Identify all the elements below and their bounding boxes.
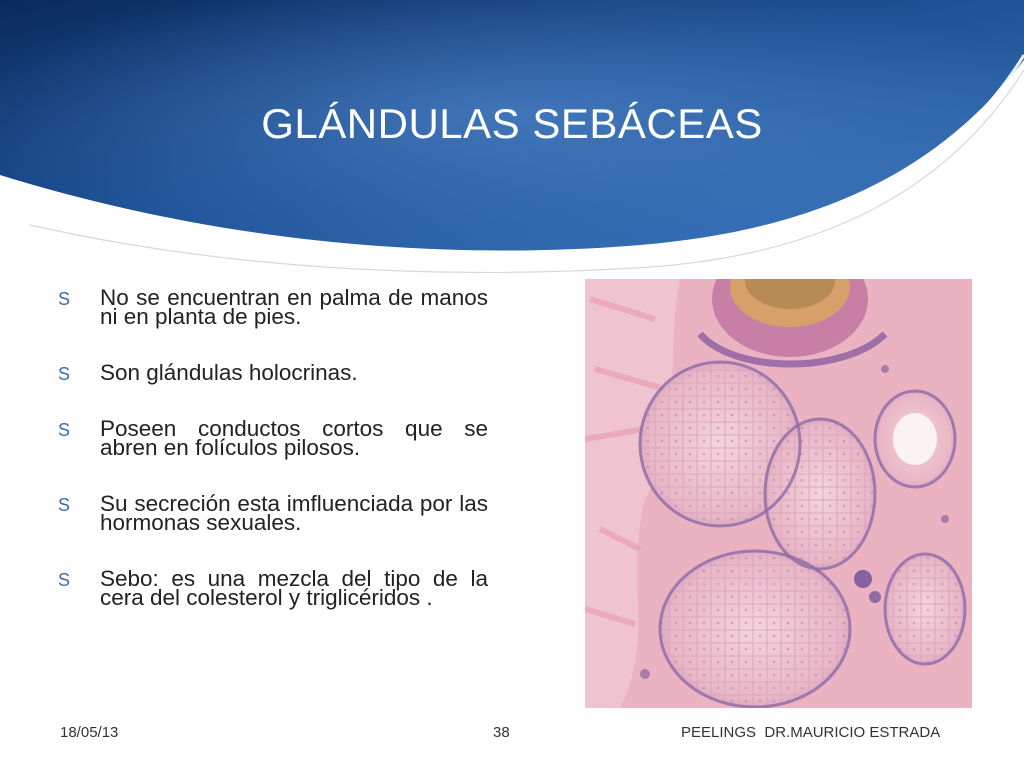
sebaceous-gland-micrograph [585,279,972,708]
blue-s-bullet-icon: S [58,364,71,384]
bullet-item [58,416,488,460]
bullet-text: Su secreción esta imfluenciada por las hormonas sexuales. [100,491,488,535]
footer-date: 18/05/13 [60,724,119,741]
header-background [0,0,1024,300]
bullet-text: Son glándulas holocrinas. [100,360,358,385]
bullet-item [58,360,488,385]
bullet-item [58,566,488,610]
slide-title: GLÁNDULAS SEBÁCEAS [261,100,763,147]
blue-s-bullet-icon: S [58,495,71,515]
footer-page-number: 38 [493,724,510,741]
footer-author: PEELINGS DR.MAURICIO ESTRADA [681,724,941,741]
blue-s-bullet-icon: S [58,420,71,440]
blue-s-bullet-icon: S [58,289,71,309]
bullet-item [58,491,488,535]
blue-s-bullet-icon: S [58,570,71,590]
bullet-text: No se encuentran en palma de manos ni en planta de pies. [100,285,488,329]
bullet-text: Sebo: es una mezcla del tipo de la cera del colesterol y triglicéridos . [100,566,488,610]
bullet-item [58,285,488,329]
bullet-list [58,285,488,610]
bullet-text: Poseen conductos cortos que se abren en folículos pilosos. [100,416,488,460]
